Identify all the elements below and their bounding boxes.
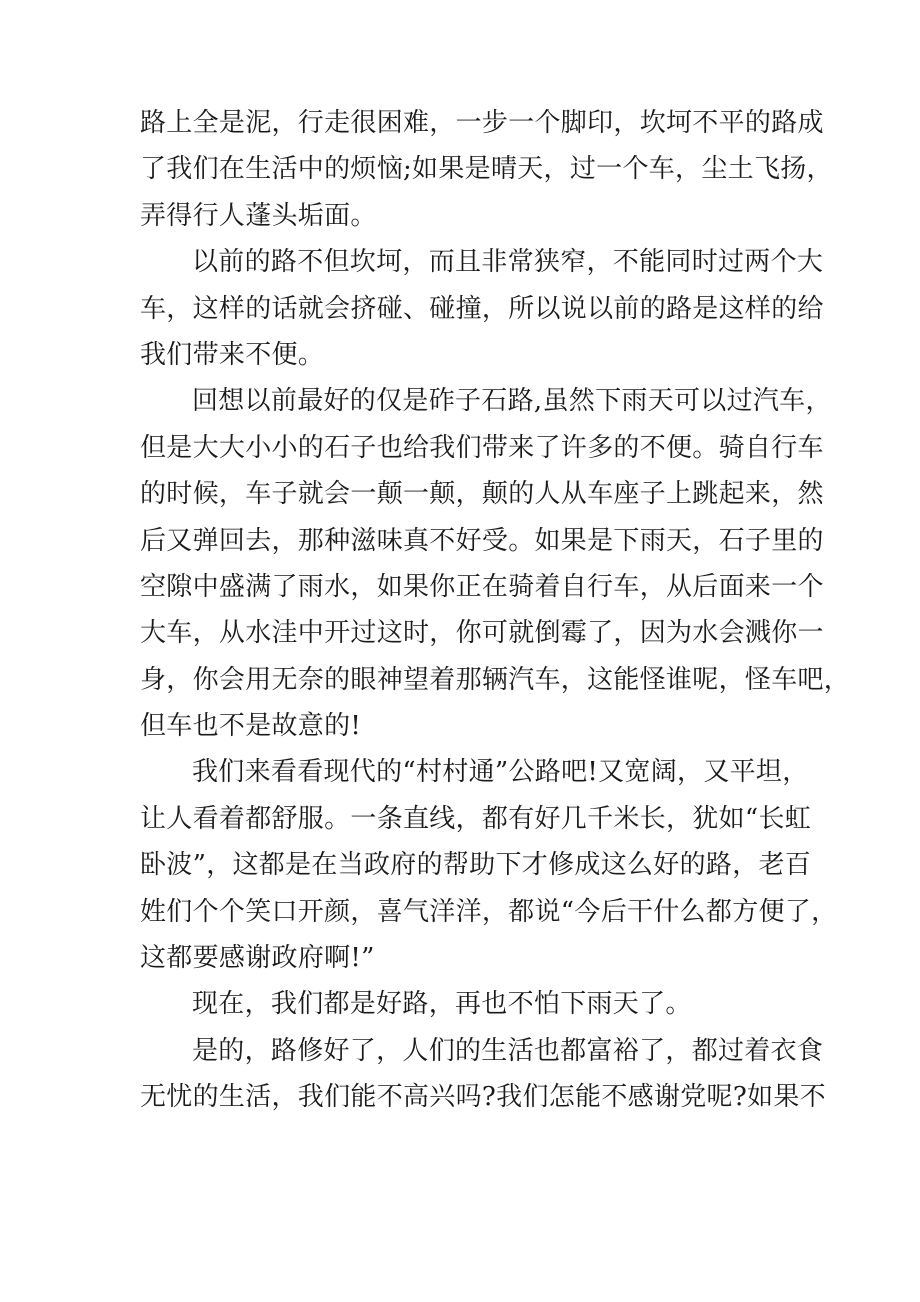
text-line: 大车，从水洼中开过这时，你可就倒霉了，因为水会溅你一 <box>140 618 824 649</box>
text-line: 路上全是泥，行走很困难，一步一个脚印，坎坷不平的路成 <box>140 108 824 138</box>
paragraph-4 <box>140 749 838 981</box>
text-line: 我们带来不便。 <box>140 339 325 370</box>
paragraph-2 <box>140 239 824 378</box>
text-line: 以前的路不但坎坷，而且非常狭窄，不能同时过两个大 <box>192 247 824 278</box>
paragraph-6 <box>140 1028 826 1121</box>
document-body <box>140 100 851 1121</box>
text-line: 这都要感谢政府啊!” <box>140 943 375 974</box>
text-line: 但车也不是故意的! <box>140 711 362 742</box>
paragraph-5 <box>140 981 782 1027</box>
text-line: 姓们个个笑口开颜，喜气洋洋，都说“今后干什么都方便了， <box>140 896 838 927</box>
text-line: 让人看着都舒服。一条直线，都有好几千米长，犹如“长虹 <box>140 803 812 834</box>
text-line: 的时候，车子就会一颠一颠，颠的人从车座子上跳起来，然 <box>140 479 824 510</box>
text-line: 是的，路修好了，人们的生活也都富裕了，都过着衣食 <box>192 1035 824 1066</box>
text-line: 回想以前最好的仅是砟子石路,虽然下雨天可以过汽车， <box>192 386 832 417</box>
text-line: 无忧的生活，我们能不高兴吗?我们怎能不感谢党呢?如果不 <box>140 1082 826 1113</box>
text-line: 了我们在生活中的烦恼;如果是晴天，过一个车，尘土飞扬， <box>140 154 833 185</box>
paragraph-1 <box>140 100 833 239</box>
text-line: 车，这样的话就会挤碰、碰撞，所以说以前的路是这样的给 <box>140 293 824 324</box>
text-line: 后又弹回去，那种滋味真不好受。如果是下雨天，石子里的 <box>140 525 824 556</box>
text-line: 空隙中盛满了雨水，如果你正在骑着自行车，从后面来一个 <box>140 571 824 602</box>
text-line: 弄得行人蓬头垢面。 <box>140 200 377 231</box>
text-line: 现在，我们都是好路，再也不怕下雨天了。 <box>192 989 692 1020</box>
text-line: 卧波”，这都是在当政府的帮助下才修成这么好的路，老百 <box>140 850 812 881</box>
text-line: 我们来看看现代的“村村通”公路吧!又宽阔，又平坦， <box>192 757 809 788</box>
text-line: 身，你会用无奈的眼神望着那辆汽车，这能怪谁呢，怪车吧， <box>140 664 851 695</box>
paragraph-3 <box>140 378 851 749</box>
text-line: 但是大大小小的石子也给我们带来了许多的不便。骑自行车 <box>140 432 824 463</box>
